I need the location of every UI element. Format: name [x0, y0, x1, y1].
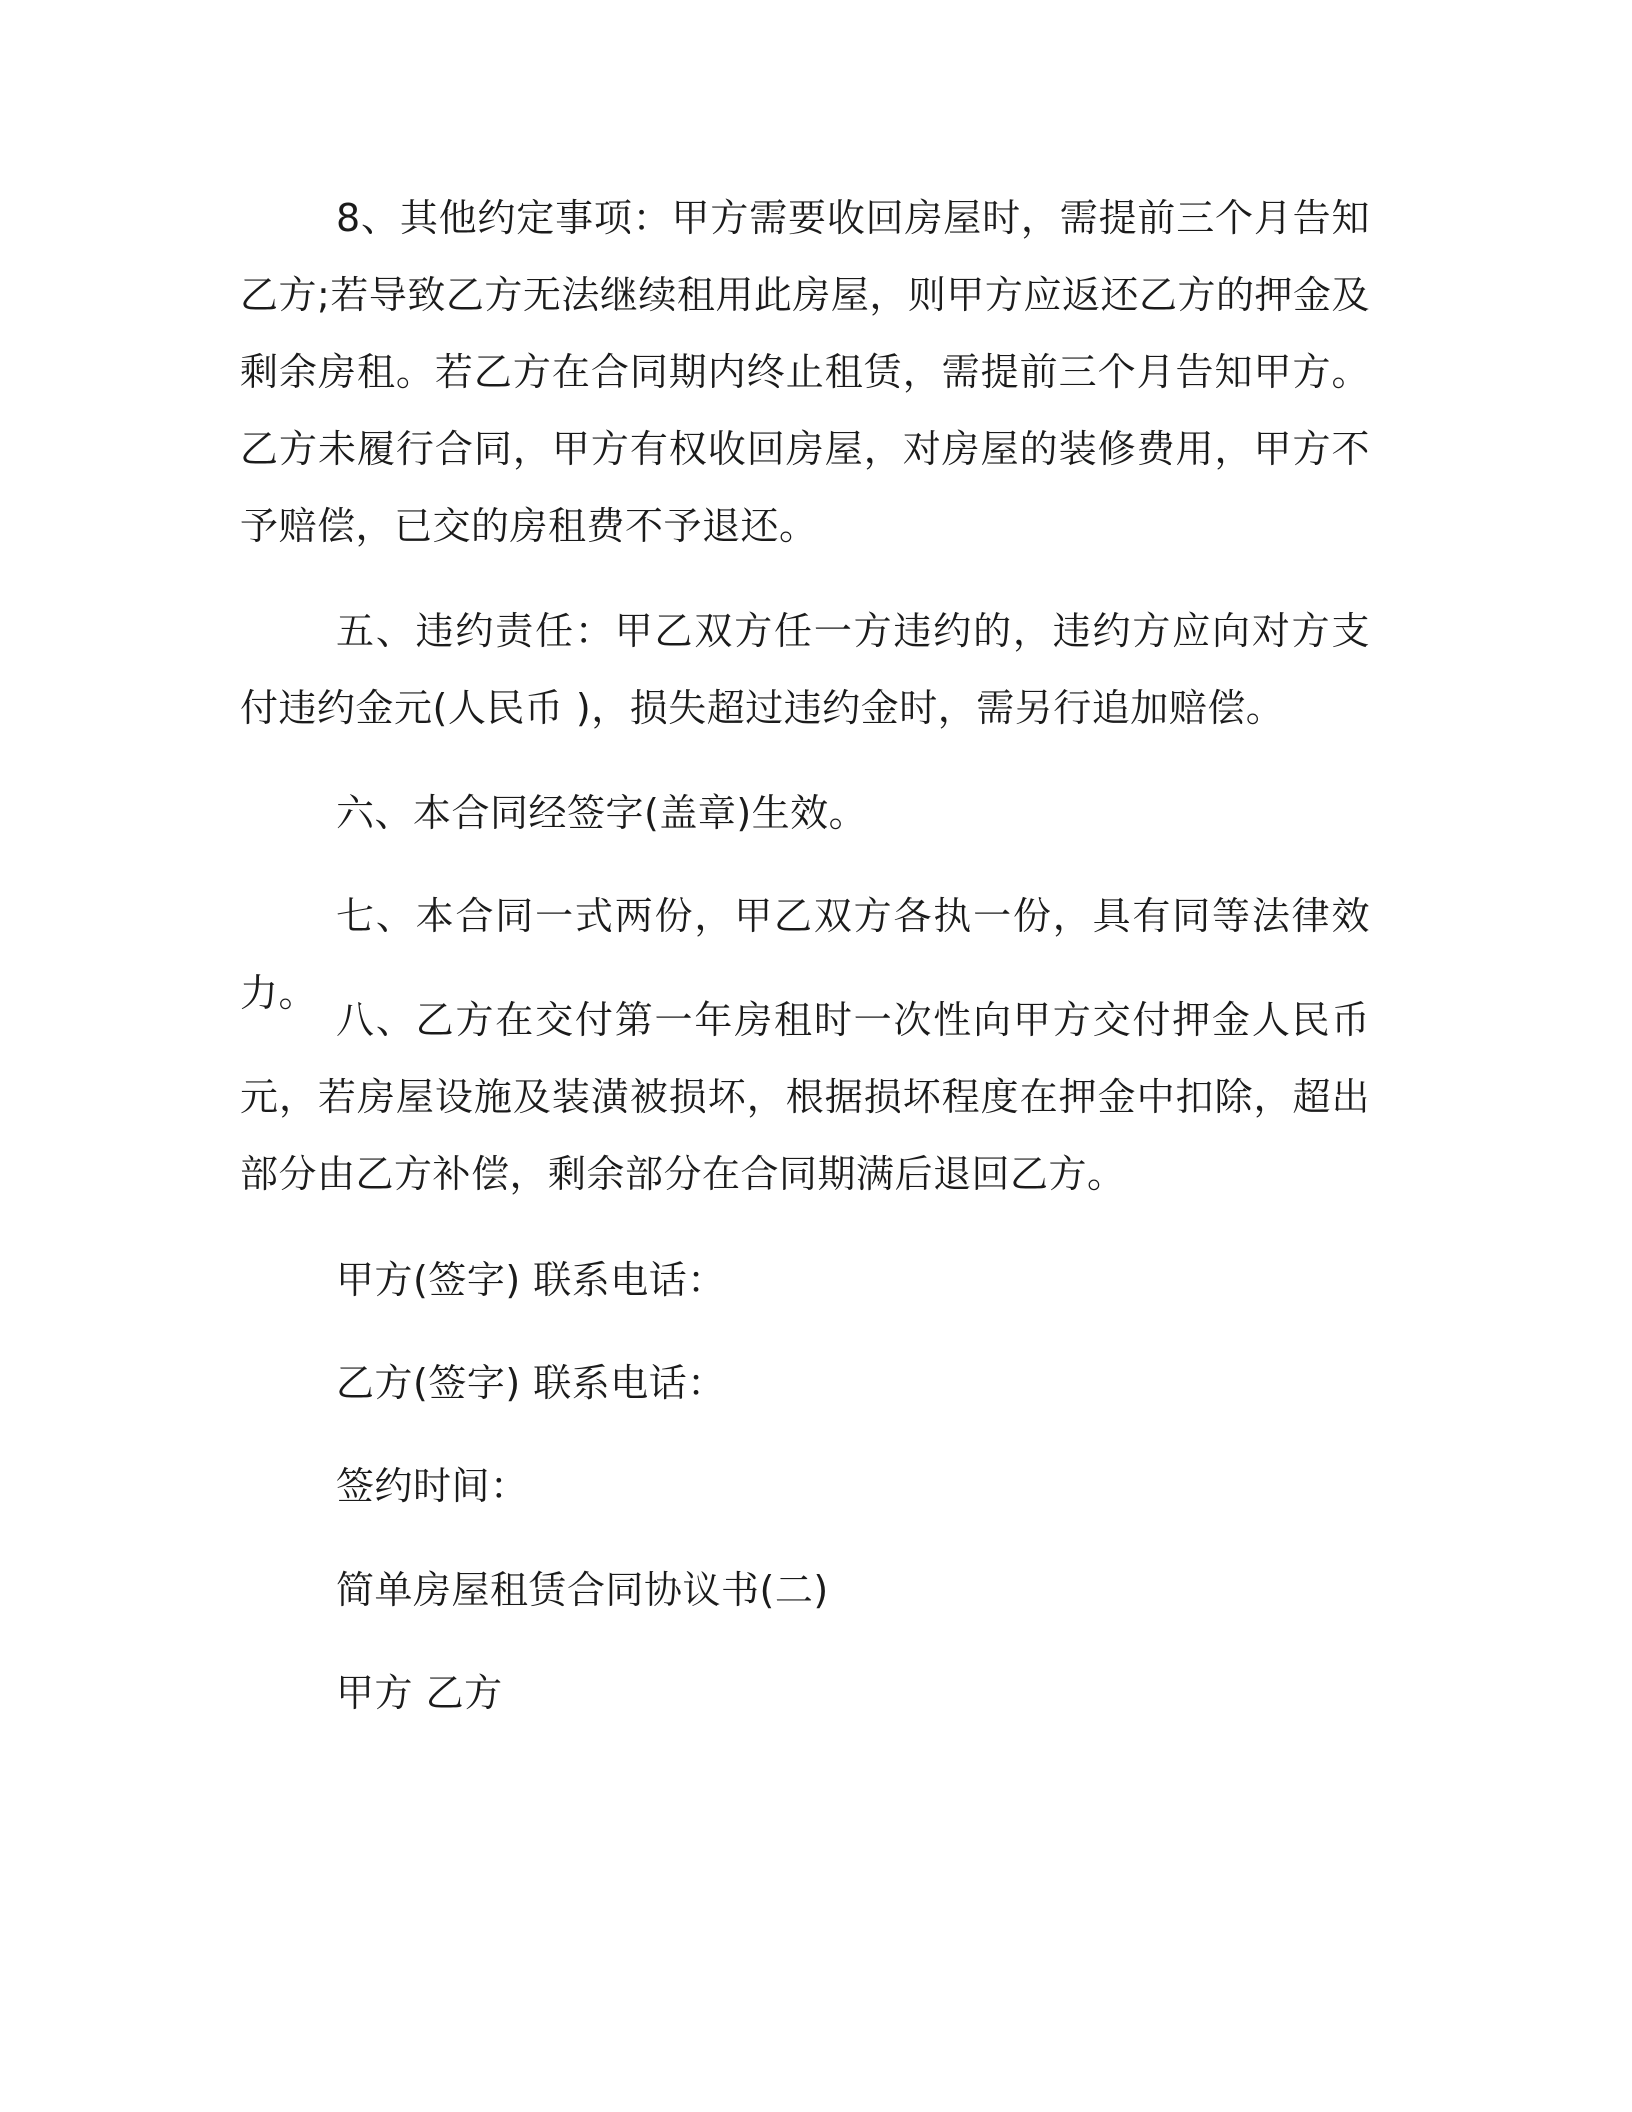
- clause-5-breach-liability: 五、违约责任：甲乙双方任一方违约的，违约方应向对方支付违约金元(人民币 )，损失超过违约金时，需另行追加赔偿。: [240, 609, 1370, 730]
- party-a-signature-line: 甲方(签字) 联系电话：: [336, 1258, 726, 1302]
- signing-date-line: 签约时间：: [336, 1464, 529, 1508]
- clause-8-deposit: 八、乙方在交付第一年房租时一次性向甲方交付押金人民币元，若房屋设施及装潢被损坏，根据损坏程度在押金中扣除，超出部分由乙方补偿，剩余部分在合同期满后退回乙方。: [240, 998, 1370, 1196]
- clause-6-effectiveness: 六、本合同经签字(盖章)生效。: [336, 791, 868, 835]
- clause-8-other-matters: 8、其他约定事项：甲方需要收回房屋时，需提前三个月告知乙方;若导致乙方无法继续租用此房屋，则甲方应返还乙方的押金及剩余房租。若乙方在合同期内终止租赁，需提前三个月告知甲方。乙方未履行合同，甲方有权收回房屋，对房屋的装修费用，甲方不予赔偿，已交的房租费不予退还。: [240, 196, 1370, 548]
- clause-7-copies: 七、本合同一式两份，甲乙双方各执一份，具有同等法律效力。: [240, 894, 1370, 1015]
- next-contract-title: 简单房屋租赁合同协议书(二): [336, 1568, 829, 1612]
- parties-line: 甲方 乙方: [336, 1671, 503, 1715]
- party-b-signature-line: 乙方(签字) 联系电话：: [336, 1361, 726, 1405]
